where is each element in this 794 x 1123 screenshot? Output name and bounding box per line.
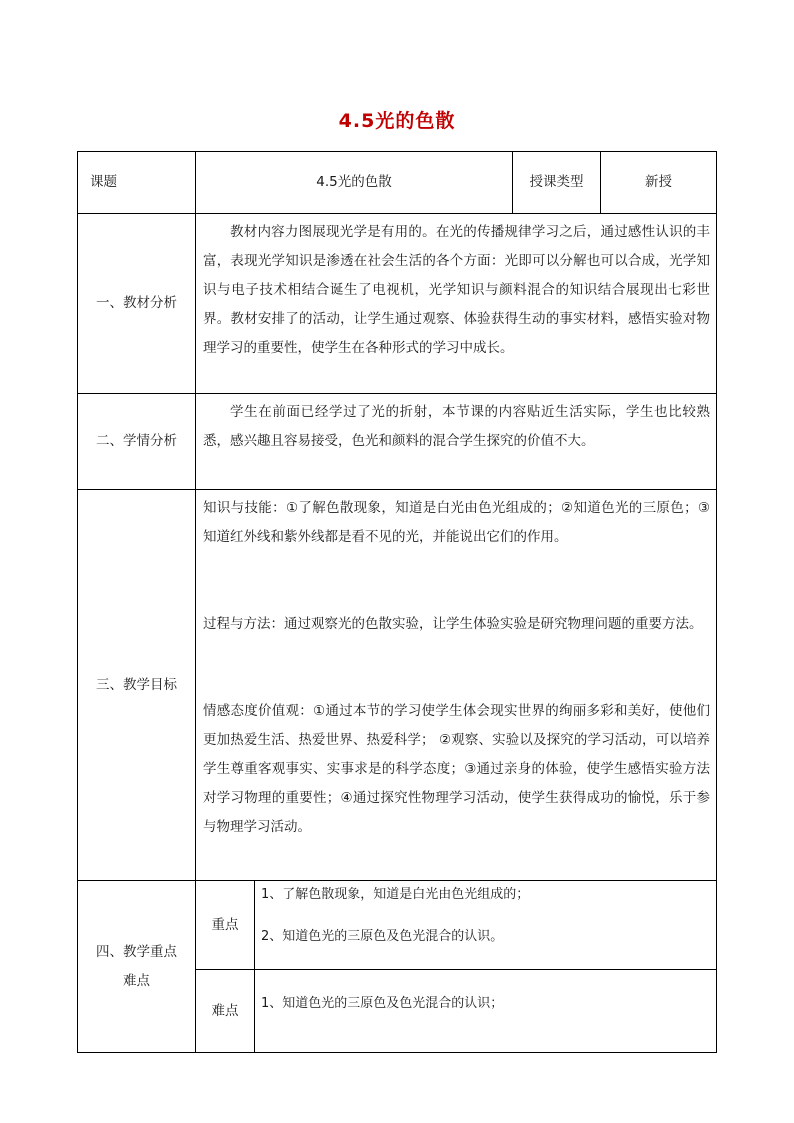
lesson-type-label: 授课类型	[513, 152, 601, 214]
difficult-point-item: 1、知道色光的三原色及色光混合的认识；	[261, 996, 504, 1011]
key-points-label: 重点	[196, 881, 255, 970]
teaching-goals-label: 三、教学目标	[78, 490, 196, 881]
difficult-points-label: 难点	[196, 970, 255, 1053]
material-analysis-text: 教材内容力图展现光学是有用的。在光的传播规律学习之后，通过感性认识的丰富，表现光学知识是渗透在社会生活的各个方面：光即可以分解也可以合成，光学知识与电子技术相结合诞生了电视机，光学知识与颜料混合的知识结合展现出七彩世界。教材安排了的活动，让学生通过观察、体验获得生动的事实材料，感悟实验对物理学习的重要性，使学生在各种形式的学习中成长。	[196, 214, 717, 394]
topic-label: 课题	[78, 152, 196, 214]
lesson-type-value: 新授	[601, 152, 717, 214]
key-point-item: 2、知道色光的三原色及色光混合的认识。	[261, 929, 504, 944]
difficult-points-content	[255, 970, 717, 1053]
teaching-goals-row	[78, 490, 717, 881]
goal-knowledge-skills: 知识与技能：①了解色散现象，知道是白光由色光组成的；②知道色光的三原色；③知道红外线和紫外线都是看不见的光，并能说出它们的作用。	[203, 500, 711, 545]
key-point-item: 1、了解色散现象，知道是白光由色光组成的；	[261, 887, 530, 902]
header-row	[78, 152, 717, 214]
teaching-goals-content	[196, 490, 717, 881]
key-points-content	[255, 881, 717, 970]
student-analysis-text: 学生在前面已经学过了光的折射，本节课的内容贴近生活实际，学生也比较熟悉，感兴趣且容易接受，色光和颜料的混合学生探究的价值不大。	[196, 394, 717, 490]
goal-emotion-values: 情感态度价值观：①通过本节的学习使学生体会现实世界的绚丽多彩和美好，使他们更加热爱生活、热爱世界、热爱科学； ②观察、实验以及探究的学习活动，可以培养学生尊重客观事实、实事求是的科学态度；③通过亲身的体验，使学生感悟实验方法对学习物理的重要性；④通过探究性物理学习活动，使学生获得成功的愉悦，乐于参与物理学习活动。	[203, 703, 711, 835]
key-points-row	[78, 881, 717, 970]
material-analysis-label: 一、教材分析	[78, 214, 196, 394]
student-analysis-label: 二、学情分析	[78, 394, 196, 490]
lesson-plan-table	[77, 151, 717, 1053]
student-analysis-row	[78, 394, 717, 490]
material-analysis-row	[78, 214, 717, 394]
goal-process-methods: 过程与方法：通过观察光的色散实验，让学生体验实验是研究物理问题的重要方法。	[203, 616, 703, 632]
topic-value: 4.5光的色散	[196, 152, 513, 214]
key-difficult-label: 四、教学重点难点	[78, 881, 196, 1053]
page-title: 4.5光的色散	[338, 110, 456, 132]
